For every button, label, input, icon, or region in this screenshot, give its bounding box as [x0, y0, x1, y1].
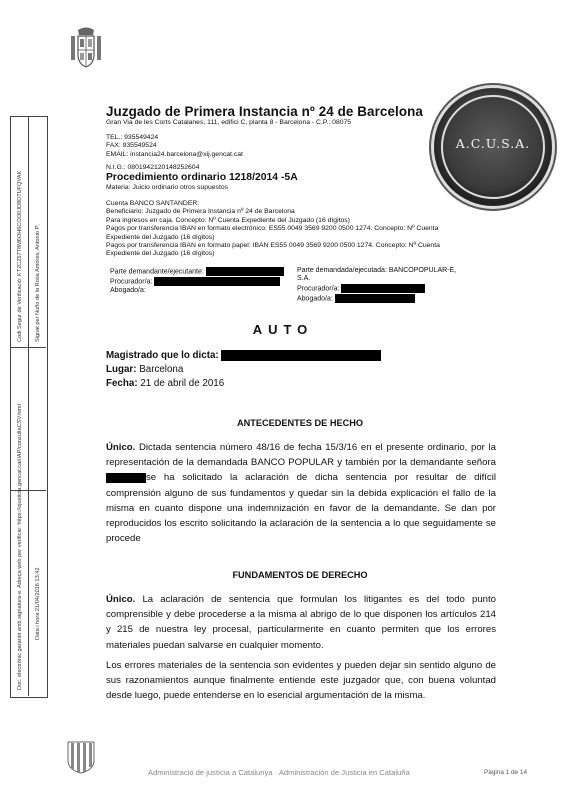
footer-text: Administració de justícia a Catalunya · Administración de Justicia en Cataluña — [148, 768, 410, 777]
fecha-line — [106, 378, 224, 389]
spain-coat-of-arms-icon — [66, 26, 106, 70]
redaction — [206, 267, 284, 276]
bank-line: Cuenta BANCO SANTANDER: — [106, 200, 200, 207]
lugar-line — [106, 364, 183, 375]
paragraph-text: Dictada sentencia número 48/16 de fecha 15/3/16 en el presente ordinario, por la representación de la demandada BANCO POPULAR y también por la demandante señora — [106, 442, 496, 469]
antecedentes-heading: ANTECEDENTES DE HECHO — [236, 418, 364, 428]
bank-line: Expediente del Juzgado (16 dígitos) — [106, 233, 215, 241]
bank-line: Pagos por transferencia IBAN en formato electrónico: ES55 0049 3569 9200 0500 1274. Concepto: Nº Cuenta — [106, 225, 439, 233]
verification-url: Doc. electrònic garantit amb signatura-e. Adreça web per verificar: https://ejusticia.gencat.cat/IAP/consultaCSV.html — [17, 404, 23, 690]
court-tel: TEL.: 935549424 — [106, 134, 159, 141]
procurador-label: Procurador/a: — [297, 285, 340, 293]
paragraph-lead: Único. — [106, 594, 136, 605]
magistrado-label: Magistrado que lo dicta: — [106, 350, 219, 362]
strip-divider — [28, 116, 29, 696]
redaction — [335, 294, 415, 303]
procurador-label: Procurador/a: — [110, 278, 153, 286]
redaction — [154, 277, 280, 286]
antecedentes-paragraph — [106, 440, 496, 546]
lugar-value: Barcelona — [139, 364, 184, 375]
court-fax: FAX: 935549524 — [106, 142, 157, 150]
paragraph-lead: Único. — [106, 442, 136, 453]
materia: Materia: Juicio ordinario otros supuestos — [106, 184, 229, 191]
bank-info — [106, 200, 526, 259]
signature-date: Data i hora 21/04/2016 13:42 — [35, 567, 41, 640]
bank-line: Beneficiario: Juzgado de Primera Instancia nº 24 de Barcelona — [106, 208, 295, 216]
contact-block — [106, 134, 243, 159]
document-title: AUTO — [252, 322, 314, 337]
seal-text: A.C.U.S.A. — [455, 136, 531, 151]
bank-line: Para ingresos en caja. Concepto: Nº Cuenta Expediente del Juzgado (16 dígitos) — [106, 216, 350, 224]
parties-right — [297, 267, 527, 303]
demandante-label: Parte demandante/ejecutante: — [110, 268, 204, 276]
court-address: Gran Via de les Corts Catalanes, 111, edifici C, planta 8 - Barcelona - C.P.: 08075 — [106, 119, 352, 126]
paragraph-text: se ha solicitado la aclaración de dicha sentencia por resultar de difícil comprensión alguno de sus fundamentos y quedar sin la debida explicación el fallo de la misma en cuanto dispone una indemnización en favor de la demandante. Se dan por reproducidos los escrito solicitando la aclaración de la sentencia a lo que seguidamente se procede — [106, 472, 496, 545]
demandada-label: Parte demandada/ejecutada: BANCOPOPULAR-E, — [297, 267, 457, 274]
redaction — [221, 350, 381, 361]
fecha-label: Fecha: — [106, 378, 138, 389]
redaction — [341, 284, 425, 293]
abogado-label: Abogado/a: — [297, 294, 333, 302]
nig: N.I.G.: 0801942120148252604 — [106, 164, 200, 171]
fundamentos-paragraph-2: Los errores materiales de la sentencia son evidentes y pueden dejar sin sentido alguno de sus razonamientos aunque finalmente entiende este juzgador que, con buena voluntad desde luego, puede entenderse en lo esencial argumentación de la misma. — [106, 660, 496, 702]
bank-line: Expediente del Juzgado (16 dígitos) — [106, 250, 215, 258]
court-email: EMAIL: instancia24.barcelona@xij.gencat.cat — [106, 150, 243, 158]
procedure-title: Procedimiento ordinario 1218/2014 -5A — [106, 172, 298, 183]
abogado-label: Abogado/a: — [110, 286, 146, 294]
acusa-seal — [434, 88, 552, 206]
bank-line: Pagos por transferencia IBAN en formato papel: IBAN ES55 0049 3569 9200 0500 1274. Concepto: Nº Cuenta — [106, 242, 440, 250]
signature-stamp-strip — [10, 116, 48, 698]
court-title: Juzgado de Primera Instancia nº 24 de Barcelona — [106, 104, 423, 119]
catalonia-arms-icon — [66, 740, 96, 774]
paragraph-text: La aclaración de sentencia que formulan los litigantes es del todo punto comprensible y debe procederse a la misma al abrigo de lo que disponen los artículos 214 y 215 de nuestra ley procesal, particularmente en cuanto permiten que los errores materiales puedan salvarse en cualquier momento. — [106, 594, 496, 651]
magistrado-line — [106, 350, 381, 361]
fecha-value: 21 de abril de 2016 — [140, 378, 225, 389]
csv-code: Codi Segur de Verificació: KT2C257T8M6OH6COO0JD8DTUFQVAK — [17, 170, 23, 342]
parties-left — [110, 267, 290, 295]
fundamentos-heading: FUNDAMENTOS DE DERECHO — [232, 570, 368, 580]
redaction — [106, 473, 146, 483]
demandada-label-cont: S.A. — [297, 275, 311, 283]
signature-info: Signat per Nuño de la Rosa Amores, Antonio P; — [35, 224, 41, 342]
lugar-label: Lugar: — [106, 364, 137, 375]
page-number: Pàgina 1 de 14 — [484, 769, 527, 776]
fundamentos-paragraph — [106, 592, 496, 653]
